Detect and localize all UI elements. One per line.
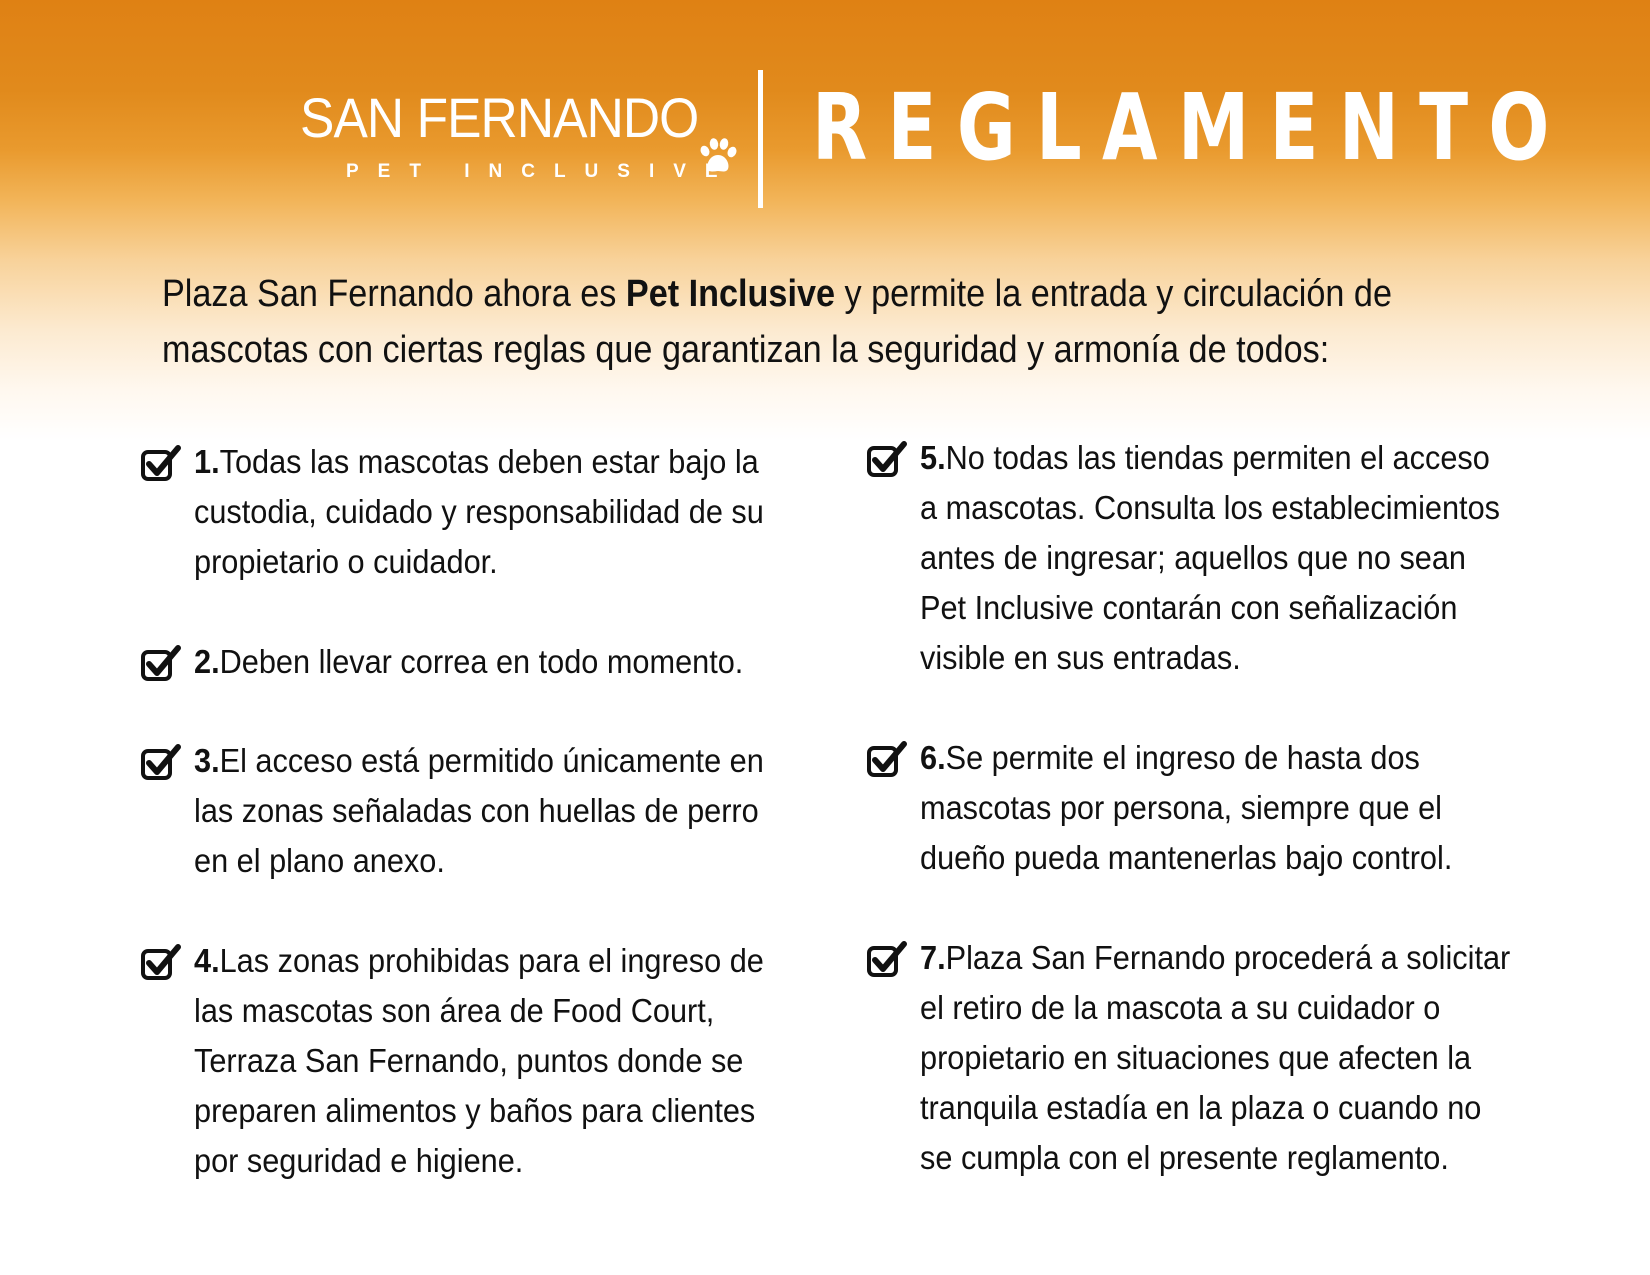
rule-number: 2. [194,643,220,680]
rule-number: 3. [194,742,220,779]
rule-number: 6. [920,739,946,776]
rule-number: 1. [194,443,220,480]
intro-paragraph [162,266,1521,378]
rule-text [194,936,789,1186]
rule-body: Plaza San Fernando procederá a solicitar el retiro de la mascota a su cuidador o propietario en situaciones que afecten la tranquila estadía en la plaza o cuando no se cumpla con el presente reglamento. [920,939,1511,1176]
rule-body: No todas las tiendas permiten el acceso a mascotas. Consulta los establecimientos antes de ingresar; aquellos que no sean Pet Inclusive contarán con señalización visible en sus entradas. [920,439,1500,676]
page-title: REGLAMENTO [812,74,1570,181]
intro-text-after: y permite la entrada y circulación de mascotas con ciertas reglas que garantizan la seguridad y armonía de todos: [162,273,1392,371]
logo [300,86,750,200]
checkbox-checked-icon [140,643,182,683]
rule-body: Las zonas prohibidas para el ingreso de las mascotas son área de Food Court, Terraza San Fernando, puntos donde se preparen alimentos y baños para clientes por seguridad e higiene. [194,942,764,1179]
checkbox-checked-icon [866,739,908,779]
rule-text [194,637,789,687]
intro-text-bold: Pet Inclusive [625,273,836,315]
rule-body: El acceso está permitido únicamente en las zonas señaladas con huellas de perro en el plano anexo. [194,742,764,879]
checkbox-checked-icon [866,439,908,479]
header-divider [758,70,763,208]
rule-number: 5. [920,439,946,476]
logo-sub-text: PET INCLUSIVE [346,161,737,182]
rule-text [194,736,789,886]
logo-main-text: SAN FERNANDO [300,86,699,149]
header [0,0,1650,230]
rule-body: Todas las mascotas deben estar bajo la custodia, cuidado y responsabilidad de su propietario o cuidador. [194,443,764,580]
rule-text [920,433,1515,683]
checkbox-checked-icon [140,443,182,483]
checkbox-checked-icon [140,742,182,782]
rule-body: Deben llevar correa en todo momento. [219,643,744,680]
intro-text-before: Plaza San Fernando ahora es [162,273,626,315]
rule-text [920,733,1515,883]
checkbox-checked-icon [140,942,182,982]
rule-body: Se permite el ingreso de hasta dos mascotas por persona, siempre que el dueño pueda mantenerlas bajo control. [920,739,1453,876]
rule-text [920,933,1515,1183]
rule-text [194,437,789,587]
rule-number: 7. [920,939,946,976]
checkbox-checked-icon [866,939,908,979]
rule-number: 4. [194,942,220,979]
